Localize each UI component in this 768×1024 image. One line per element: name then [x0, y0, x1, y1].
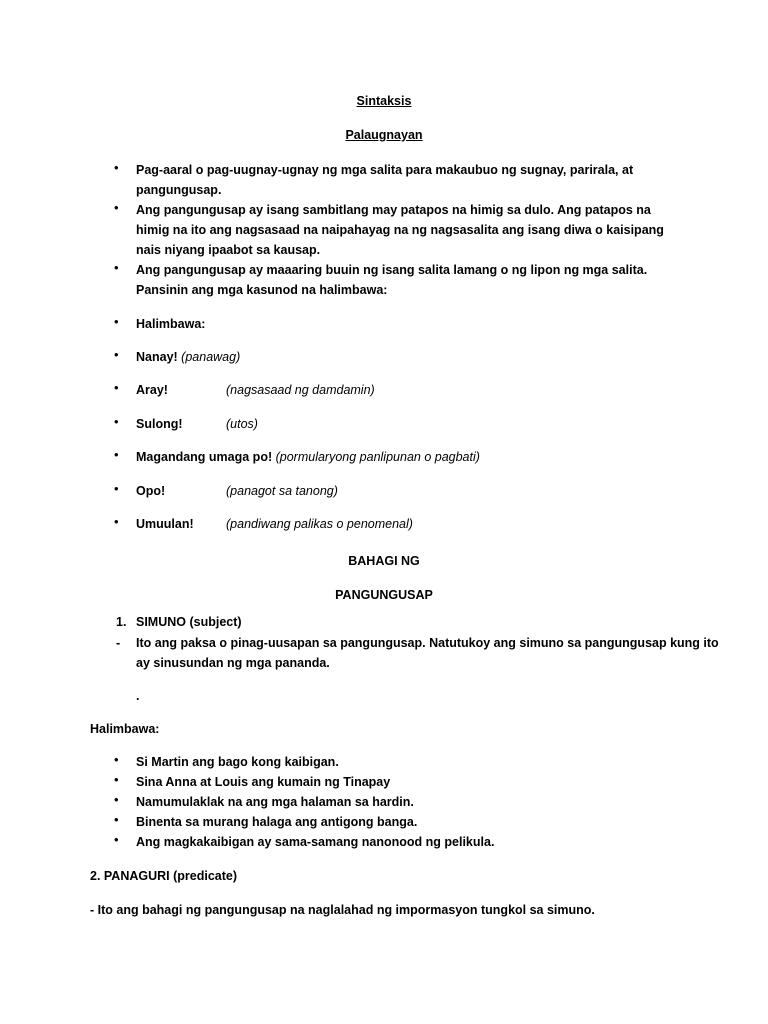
list-item-text: Ang pangungusap ay isang sambitlang may patapos na himig sa dulo. Ang patapos na himig na ito ang nagsasaad na naipahayag na ng nagsasalita ang isang diwa o kaisipang nais niyang ipaabot sa kausap.	[136, 203, 664, 257]
example-gloss: (pormularyong panlipunan o pagbati)	[275, 450, 480, 464]
simuno-dot: .	[136, 689, 140, 703]
list-item-text: Binenta sa murang halaga ang antigong banga.	[136, 815, 418, 829]
example-word: Nanay!	[136, 350, 178, 364]
list-item-text: Pag-aaral o pag-uugnay-ugnay ng mga salita para makaubuo ng sugnay, parirala, at pangungusap.	[136, 163, 634, 197]
example-gloss: (nagsasaad ng damdamin)	[226, 383, 375, 397]
simuno-definition-line: ay sinusundan ng mga pananda.	[136, 656, 330, 670]
section-heading: PANGUNGUSAP	[335, 588, 433, 602]
list-item-text: Namumulaklak na ang mga halaman sa hardin.	[136, 795, 414, 809]
panaguri-heading: 2. PANAGURI (predicate)	[90, 869, 238, 883]
example-word: Opo!	[136, 484, 166, 498]
list-item-text: Sina Anna at Louis ang kumain ng Tinapay	[136, 775, 391, 789]
example-gloss: (panawag)	[181, 350, 241, 364]
example-gloss: (utos)	[226, 417, 258, 431]
example-gloss: (pandiwang palikas o penomenal)	[226, 517, 413, 531]
page-title: Sintaksis	[356, 94, 412, 108]
section-heading: BAHAGI NG	[348, 554, 420, 568]
simuno-dash: -	[116, 636, 121, 650]
example-word: Umuulan!	[136, 517, 194, 531]
list-item-text: Si Martin ang bago kong kaibigan.	[136, 755, 339, 769]
examples-heading: Halimbawa:	[136, 317, 206, 331]
list-item-text: Ang pangungusap ay maaaring buuin ng isang salita lamang o ng lipon ng mga salita. Pansinin ang mga kasunod na halimbawa:	[136, 263, 648, 297]
list-item-text: Ang magkakaibigan ay sama-samang nanonood ng pelikula.	[136, 835, 495, 849]
halimbawa-label: Halimbawa:	[90, 722, 160, 736]
example-word: Sulong!	[136, 417, 183, 431]
panaguri-definition: - Ito ang bahagi ng pangungusap na naglalahad ng impormasyon tungkol sa simuno.	[90, 903, 595, 917]
simuno-number: 1.	[116, 615, 127, 629]
example-gloss: (panagot sa tanong)	[226, 484, 338, 498]
simuno-definition-line: Ito ang paksa o pinag-uusapan sa pangungusap. Natutukoy ang simuno sa pangungusap kung ito	[136, 636, 719, 650]
example-word: Magandang umaga po!	[136, 450, 273, 464]
simuno-heading: SIMUNO (subject)	[136, 615, 242, 629]
example-word: Aray!	[136, 383, 168, 397]
page-subtitle: Palaugnayan	[345, 128, 423, 142]
